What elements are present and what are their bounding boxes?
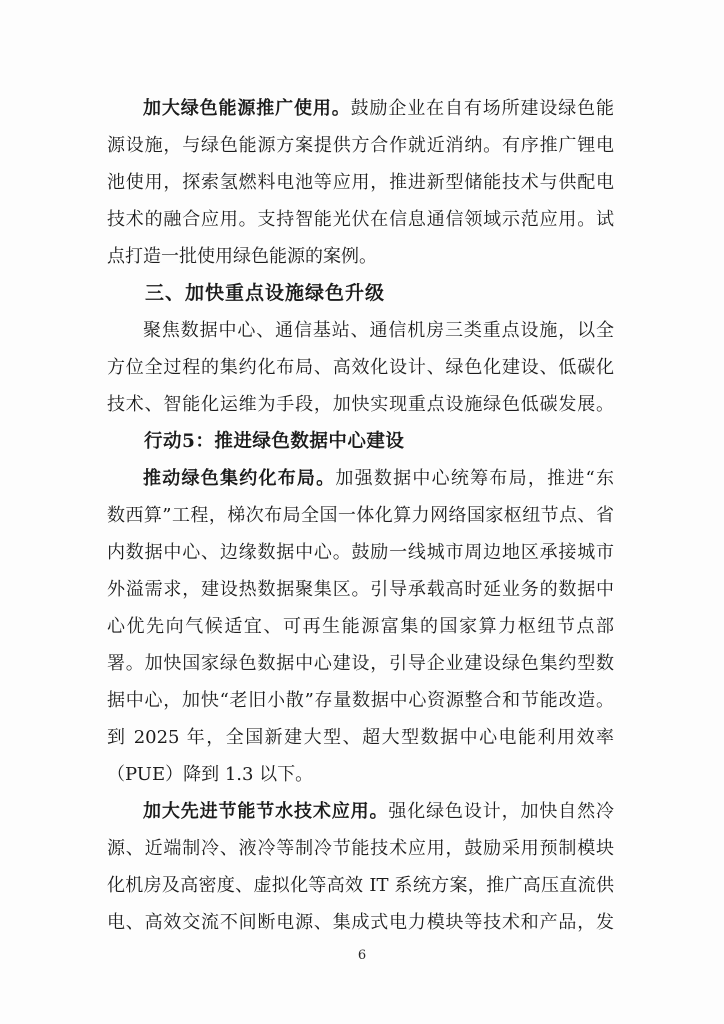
text-line (107, 904, 614, 941)
line-text: 方位全过程的集约化布局、高效化设计、绿色化建设、低碳化 (107, 357, 614, 378)
text-line (107, 534, 614, 571)
text-line (107, 349, 614, 386)
line-text: 电、高效交流不间断电源、集成式电力模块等技术和产品，发 (107, 912, 614, 933)
page-footer (0, 944, 724, 963)
line-text: 源、近端制冷、液冷等制冷节能技术应用，鼓励采用预制模块 (107, 838, 614, 859)
text-line (107, 460, 614, 497)
action-heading-five (107, 423, 614, 460)
line-text: 外溢需求，建设热数据聚集区。引导承载高时延业务的数据中 (107, 579, 614, 600)
text-line (107, 571, 614, 608)
text-line (107, 386, 614, 423)
section-heading-three (107, 275, 614, 312)
line-text: 点打造一批使用绿色能源的案例。 (107, 246, 377, 267)
paragraph-energy-water-saving (107, 793, 614, 941)
paragraph-intensive-layout (107, 460, 614, 793)
text-line (107, 867, 614, 904)
paragraph-green-energy (107, 90, 614, 275)
line-text: 聚焦数据中心、通信基站、通信机房三类重点设施，以全 (143, 320, 614, 341)
line-text: 技术、智能化运维为手段，加快实现重点设施绿色低碳发展。 (107, 394, 614, 415)
text-line (107, 201, 614, 238)
text-line (107, 164, 614, 201)
heading-line (107, 423, 614, 460)
text-line (107, 682, 614, 719)
line-text: 署。加快国家绿色数据中心建设，引导企业建设绿色集约型数 (107, 653, 614, 674)
line-text: （PUE）降到 1.3 以下。 (107, 764, 314, 785)
text-line (107, 127, 614, 164)
text-line (107, 312, 614, 349)
text-line (107, 608, 614, 645)
line-text: 池使用，探索氢燃料电池等应用，推进新型储能技术与供配电 (107, 172, 614, 193)
document-body (107, 90, 614, 941)
line-text: 鼓励企业在自有场所建设绿色能 (350, 98, 614, 119)
text-line (107, 90, 614, 127)
text-line (107, 793, 614, 830)
line-text: 加强数据中心统筹布局，推进“东 (335, 468, 614, 489)
line-text: 三、加快重点设施绿色升级 (145, 282, 386, 304)
text-line (107, 238, 614, 275)
heading-line (107, 275, 614, 312)
line-text: 内数据中心、边缘数据中心。鼓励一线城市周边地区承接城市 (107, 542, 614, 563)
text-line (107, 719, 614, 756)
paragraph-key-facilities (107, 312, 614, 423)
bold-lead-text: 推动绿色集约化布局。 (143, 468, 336, 489)
line-text: 心优先向气候适宜、可再生能源富集的国家算力枢纽节点部 (107, 616, 614, 637)
line-text: 数西算”工程，梯次布局全国一体化算力网络国家枢纽节点、省 (107, 505, 614, 526)
text-line (107, 497, 614, 534)
bold-lead-text: 加大先进节能节水技术应用。 (143, 801, 389, 822)
line-text: 据中心，加快“老旧小散”存量数据中心资源整合和节能改造。 (107, 690, 614, 711)
page-number: 6 (357, 948, 367, 963)
bold-lead-text: 加大绿色能源推广使用。 (143, 98, 351, 119)
line-text: 行动5：推进绿色数据中心建设 (144, 431, 405, 452)
line-text: 化机房及高密度、虚拟化等高效 IT 系统方案，推广高压直流供 (107, 875, 614, 896)
line-text: 技术的融合应用。支持智能光伏在信息通信领域示范应用。试 (107, 209, 614, 230)
line-text: 强化绿色设计，加快自然冷 (388, 801, 614, 822)
text-line (107, 756, 614, 793)
text-line (107, 645, 614, 682)
text-line (107, 830, 614, 867)
line-text: 到 2025 年，全国新建大型、超大型数据中心电能利用效率 (107, 727, 614, 748)
line-text: 源设施，与绿色能源方案提供方合作就近消纳。有序推广锂电 (107, 135, 614, 156)
